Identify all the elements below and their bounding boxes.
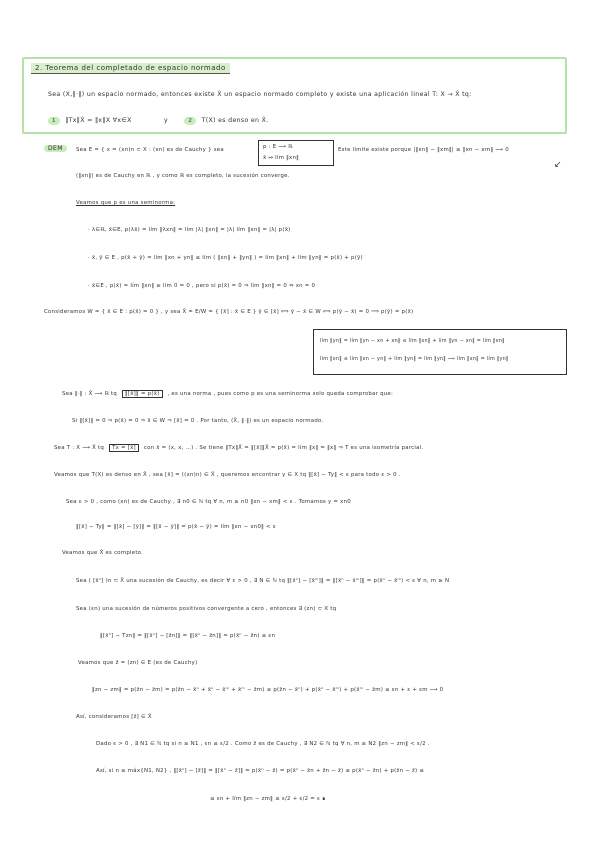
theorem-conditions xyxy=(48,117,269,125)
proof-tag: DEM xyxy=(44,145,67,152)
proof-line-20: Así, consideramos [z̄] ∈ X̂ xyxy=(76,714,152,720)
proof-line-10 xyxy=(54,444,423,452)
map-p-box xyxy=(258,140,334,166)
theorem-box xyxy=(22,57,567,134)
proof-line-19: ‖zn − zm‖ = p(z̄n − z̄m) = p(z̄n − x̄ⁿ + x̄ⁿ − x̄ᵐ + x̄ᵐ − z̄m) ≤ p(z̄n − x̄ⁿ) + p(x̄ⁿ − x̄ᵐ) + p(x̄ᵐ − z̄m) ≤ εn + ε + εm ⟶ 0 xyxy=(92,687,444,693)
condition-1-number: 1 xyxy=(48,117,60,125)
condition-and: y xyxy=(164,117,169,124)
map-p-bottom: x̄ ↦ lím ‖xn‖ xyxy=(263,155,300,161)
proof-line-15: Sea ( [x̄ⁿ] )n ⊂ X̂ una sucesión de Cauchy, es decir ∀ ε > 0 , ∃ N ∈ ℕ tq ‖[x̄ⁿ] − [x̄ᵐ]‖ = ‖[x̄ⁿ − x̄ᵐ]‖ = p(x̄ⁿ − x̄ᵐ) < ε ∀ n, m ≥ N xyxy=(76,578,450,584)
condition-1: ‖Tx‖X̂ = ‖x‖X ∀x∈X xyxy=(65,117,132,124)
proof-line-4: · λ∈ℝ, x̄∈E, p(λx̄) = lím ‖λxn‖ = lím |λ| ‖xn‖ = |λ| lím ‖xn‖ = |λ| p(x̄) xyxy=(88,227,291,233)
proof-line-13: ‖[x̄] − Ty‖ = ‖[x̄] − [ȳ]‖ = ‖[x̄ − ȳ]‖ = p(x̄ − ȳ) = lím ‖xn − xn0‖ < ε xyxy=(76,524,276,530)
proof-line-5: · x̄, ȳ ∈ E , p(x̄ + ȳ) = lím ‖xn + yn‖ ≤ lím ( ‖xn‖ + ‖yn‖ ) = lím ‖xn‖ + lím ‖yn‖ = p(x̄) + p(ȳ) xyxy=(88,255,363,261)
well-defined-line-1: lím ‖yn‖ = lím ‖yn − xn + xn‖ ≤ lím ‖xn‖ + lím ‖yn − xn‖ = lím ‖xn‖ xyxy=(320,338,505,344)
norm-def-intro: Sea ‖·‖ : X̂ ⟶ ℝ tq xyxy=(62,391,117,397)
proof-line-21: Dado ε > 0 , ∃ N1 ∈ ℕ tq si n ≥ N1 , εn ≤ ε/2 . Como z̄ es de Cauchy , ∃ N2 ∈ ℕ tq ∀ n, m ≥ N2 ‖zn − zm‖ < ε/2 . xyxy=(96,741,430,747)
proof-line-22: Así, si n ≥ máx{N1, N2} , ‖[x̄ⁿ] − [z̄]‖ = ‖[x̄ⁿ − z̄]‖ = p(x̄ⁿ − z̄) = p(x̄ⁿ − z̄n + z̄n − z̄) ≤ p(x̄ⁿ − z̄n) + p(z̄n − z̄) ≤ xyxy=(96,768,425,774)
proof-line-14: Veamos que X̂ es completo. xyxy=(62,550,144,556)
map-t-box: Tx = [x̄] xyxy=(109,444,139,452)
proof-line-16: Sea (εn) una sucesión de números positivos convergente a cero , entonces ∃ (zn) ⊂ X tq xyxy=(76,606,337,612)
proof-line-6: · x̄∈E , p(x̄) = lím ‖xn‖ ≥ lím 0 = 0 , pero si p(x̄) = 0 ⇒ lím ‖xn‖ = 0 ⇏ xn = 0 xyxy=(88,283,316,289)
proof-line-1: Sea E = { x = (xn)n ⊂ X : (xn) es de Cauchy } sea xyxy=(76,147,224,153)
theorem-statement: Sea (X,‖·‖) un espacio normado, entonces existe X̂ un espacio normado completo y existe una aplicación lineal T: X → X̂ tq: xyxy=(48,91,472,98)
map-t-rest: con x̄ = (x, x, …) . Se tiene ‖Tx‖X̂ = ‖[x̄]‖X̂ = p(x̄) = lím ‖x‖ = ‖x‖ ⇒ T es una isometría parcial. xyxy=(143,445,424,451)
map-p-top: p : E ⟶ ℝ xyxy=(263,144,293,150)
condition-2-number: 2 xyxy=(184,117,196,125)
proof-line-17: ‖[x̄ⁿ] − Tzn‖ = ‖[x̄ⁿ] − [z̄n]‖ = ‖[x̄ⁿ − z̄n]‖ = p(x̄ⁿ − z̄n) ≤ εn xyxy=(100,633,276,639)
norm-def-box: ‖[x̄]‖ = p(x̄) xyxy=(122,390,163,398)
proof-line-9: Si ‖[x̄]‖ = 0 ⇒ p(x̄) = 0 ⇒ x̄ ∈ W ⇒ [x̄] = 0 . Por tanto, (X̂, ‖·‖) es un espacio normado. xyxy=(72,418,324,424)
well-defined-box xyxy=(313,329,567,375)
proof-line-23: ≤ εn + lím ‖zn − zm‖ ≤ ε/2 + ε/2 = ε ∎ xyxy=(210,796,326,802)
proof-line-2: (‖xn‖) es de Cauchy en ℝ , y como ℝ es completo, la sucesión converge. xyxy=(76,173,290,179)
down-arrow-icon: ↙ xyxy=(554,160,562,170)
proof-line-1b: Este límite existe porque |‖xn‖ − ‖xm‖| ≤ ‖xn − xm‖ ⟶ 0 xyxy=(338,147,509,153)
proof-line-12: Sea ε > 0 , como (xn) es de Cauchy , ∃ n0 ∈ ℕ tq ∀ n, m ≥ n0 ‖xn − xm‖ < ε . Tomamos y = xn0 xyxy=(66,499,351,505)
proof-line-8 xyxy=(62,390,393,398)
norm-def-rest: , es una norma , pues como p es una seminorma solo queda comprobar que: xyxy=(167,391,394,397)
map-t-intro: Sea T : X ⟶ X̂ tq xyxy=(54,445,105,451)
proof-line-7: Consideramos W = { x̄ ∈ E : p(x̄) = 0 } , y sea X̂ = E/W = { [x̄] : x̄ ∈ E } ȳ ∈ [x̄] ⟺ ȳ − x̄ ∈ W ⟺ p(ȳ − x̄) = 0 ⟹ p(ȳ) = p(x̄) xyxy=(44,309,414,315)
well-defined-line-2: lím ‖xn‖ ≤ lím ‖xn − yn‖ + lím ‖yn‖ = lím ‖yn‖ ⟹ lím ‖xn‖ = lím ‖yn‖ xyxy=(320,356,509,362)
proof-line-3: Veamos que p es una seminorma: xyxy=(76,200,176,206)
proof-line-18: Veamos que z̄ = (zn) ∈ E (es de Cauchy) xyxy=(78,660,198,666)
theorem-title: 2. Teorema del completado de espacio normado xyxy=(31,63,230,74)
condition-2: T(X) es denso en X̂. xyxy=(201,117,269,124)
proof-line-11: Veamos que T(X) es denso en X̂ , sea [x̄] = ((xn)n) ∈ X̂ , queremos encontrar y ∈ X tq ‖[x̄] − Ty‖ < ε para todo ε > 0 . xyxy=(54,472,401,478)
